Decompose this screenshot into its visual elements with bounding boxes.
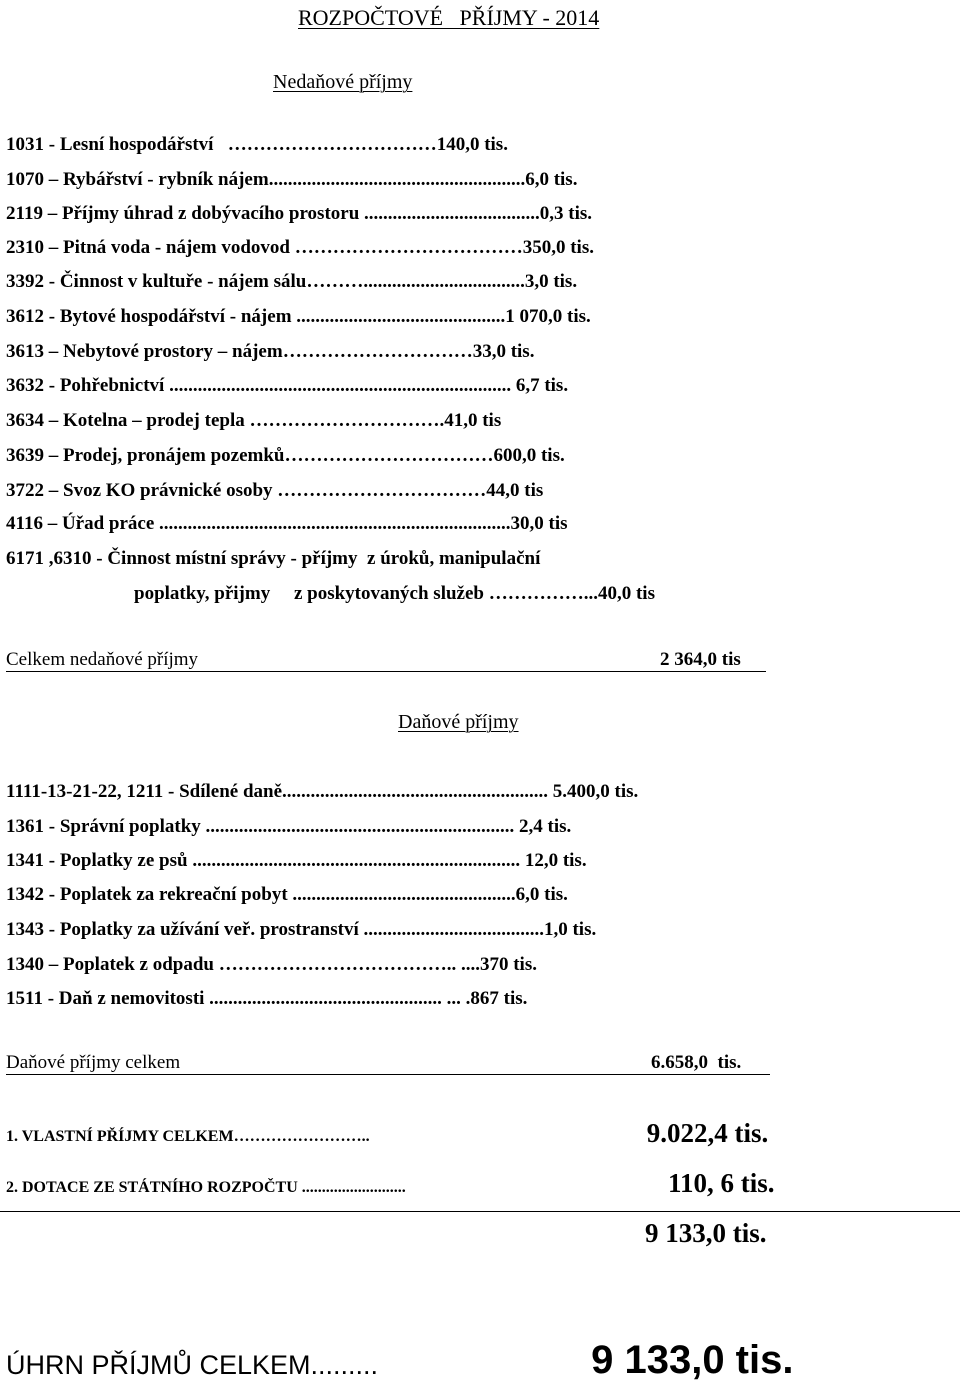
list-item: 3634 – Kotelna – prodej tepla ………………………….41,0 tis <box>6 410 502 431</box>
section-heading-nondanove: Nedaňové příjmy <box>273 71 413 93</box>
summary-subtotal: 9 133,0 tis. <box>645 1218 767 1248</box>
list-item: 3632 - Pohřebnictví ........................................................................ 6,7 tis. <box>6 375 569 396</box>
list-item: 3722 – Svoz KO právnické osoby ……………………………44,0 tis <box>6 480 544 501</box>
nondanove-total-underline <box>6 671 766 672</box>
list-item: 3639 – Prodej, pronájem pozemků……………………………600,0 tis. <box>6 445 565 466</box>
list-item: 3612 - Bytové hospodářství - nájem ............................................1 070,0 tis. <box>6 306 591 327</box>
nondanove-total-value: 2 364,0 tis <box>660 649 741 670</box>
list-item: 1342 - Poplatek za rekreační pobyt ...............................................6,0 tis. <box>6 884 568 905</box>
grand-total-label: ÚHRN PŘÍJMŮ CELKEM......... <box>6 1350 379 1380</box>
nondanove-total-label: Celkem nedaňové příjmy <box>6 649 199 670</box>
summary-subsidy-label: 2. DOTACE ZE STÁTNÍHO ROZPOČTU .......................... <box>6 1179 406 1196</box>
summary-subsidy-value: 110, 6 tis. <box>668 1168 775 1198</box>
list-item: 6171 ,6310 - Činnost místní správy - příjmy z úroků, manipulační <box>6 548 541 569</box>
danove-total-underline <box>6 1074 770 1075</box>
list-item: 1511 - Daň z nemovitosti ................................................. ... .867 tis. <box>6 988 528 1009</box>
list-item: 1070 – Rybářství - rybník nájem......................................................6,0 tis. <box>6 169 578 190</box>
list-item: 1111-13-21-22, 1211 - Sdílené daně........................................................ 5.400,0 tis. <box>6 781 639 802</box>
list-item: 1031 - Lesní hospodářství ……………………………140,0 tis. <box>6 134 508 155</box>
list-item: 1340 – Poplatek z odpadu ……………………………….. ....370 tis. <box>6 954 537 975</box>
page-title: ROZPOČTOVÉ PŘÍJMY - 2014 <box>298 5 600 30</box>
list-item: 4116 – Úřad práce ..........................................................................30,0 tis <box>6 513 568 534</box>
summary-divider <box>0 1211 960 1212</box>
danove-total-value: 6.658,0 tis. <box>651 1052 742 1073</box>
list-item: 3392 - Činnost v kultuře - nájem sálu………..................................3,0 tis. <box>6 271 578 292</box>
summary-own-revenue-value: 9.022,4 tis. <box>640 1118 769 1148</box>
section-heading-danove: Daňové příjmy <box>398 711 519 733</box>
list-item: poplatky, přijmy z poskytovaných služeb ……………...40,0 tis <box>134 583 655 604</box>
list-item: 1341 - Poplatky ze psů ..................................................................... 12,0 tis. <box>6 850 587 871</box>
summary-own-revenue-label: 1. VLASTNÍ PŘÍJMY CELKEM…………………….. <box>6 1128 370 1145</box>
danove-total-label: Daňové příjmy celkem <box>6 1052 181 1073</box>
list-item: 1361 - Správní poplatky ................................................................. 2,4 tis. <box>6 816 572 837</box>
list-item: 2119 – Příjmy úhrad z dobývacího prostoru .....................................0,3 tis. <box>6 203 593 224</box>
grand-total-value: 9 133,0 tis. <box>580 1338 794 1382</box>
list-item: 3613 – Nebytové prostory – nájem…………………………33,0 tis. <box>6 341 535 362</box>
list-item: 1343 - Poplatky za užívání veř. prostranství ......................................1,0 tis. <box>6 919 597 940</box>
list-item: 2310 – Pitná voda - nájem vodovod ………………………………350,0 tis. <box>6 237 594 258</box>
